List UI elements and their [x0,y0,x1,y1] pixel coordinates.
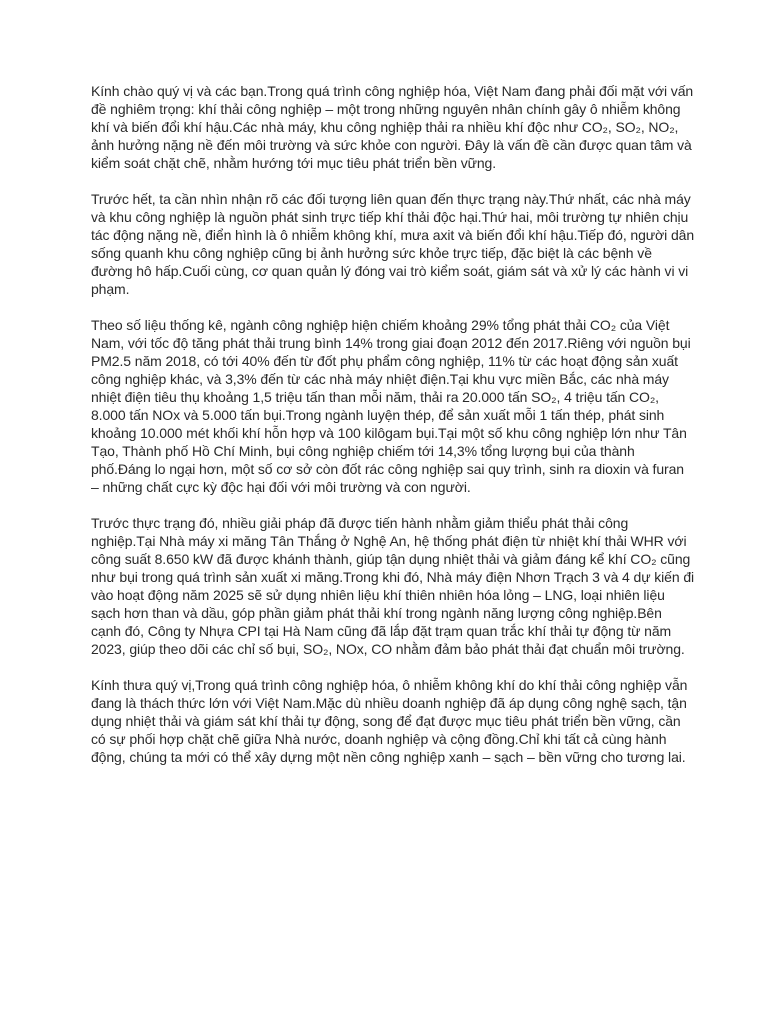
paragraph-introduction: Kính chào quý vị và các bạn.Trong quá trình công nghiệp hóa, Việt Nam đang phải đối mặt với vấn đề nghiêm trọng: khí thải công nghiệp – một trong những nguyên nhân chính gây ô nhiễm không khí và biến đổi khí hậu.Các nhà máy, khu công nghiệp thải ra nhiều khí độc như CO₂, SO₂, NO₂, ảnh hưởng nặng nề đến môi trường và sức khỏe con người. Đây là vấn đề cần được quan tâm và kiểm soát chặt chẽ, nhằm hướng tới mục tiêu phát triển bền vững. [91,83,694,171]
document-page [91,82,695,784]
paragraph-conclusion: Kính thưa quý vị,Trong quá trình công nghiệp hóa, ô nhiễm không khí do khí thải công nghiệp vẫn đang là thách thức lớn với Việt Nam.Mặc dù nhiều doanh nghiệp đã áp dụng công nghệ sạch, tận dụng nhiệt thải và giám sát khí thải tự động, song để đạt được mục tiêu phát triển bền vững, cần có sự phối hợp chặt chẽ giữa Nhà nước, doanh nghiệp và cộng đồng.Chỉ khi tất cả cùng hành động, chúng ta mới có thể xây dựng một nền công nghiệp xanh – sạch – bền vững cho tương lai. [91,677,688,765]
paragraph-statistics: Theo số liệu thống kê, ngành công nghiệp hiện chiếm khoảng 29% tổng phát thải CO₂ của Việt Nam, với tốc độ tăng phát thải trung bình 14% trong giai đoạn 2012 đến 2017.Riêng với nguồn bụi PM2.5 năm 2018, có tới 40% đến từ đốt phụ phẩm công nghiệp, 11% từ các hoạt động sản xuất công nghiệp khác, và 3,3% đến từ các nhà máy nhiệt điện.Tại khu vực miền Bắc, các nhà máy nhiệt điện tiêu thụ khoảng 1,5 triệu tấn than mỗi năm, thải ra 20.000 tấn SO₂, 4 triệu tấn CO₂, 8.000 tấn NOx và 5.000 tấn bụi.Trong ngành luyện thép, để sản xuất mỗi 1 tấn thép, phát sinh khoảng 10.000 mét khối khí hỗn hợp và 100 kilôgam bụi.Tại một số khu công nghiệp lớn như Tân Tạo, Thành phố Hồ Chí Minh, bụi công nghiệp chiếm tới 14,3% tổng lượng bụi của thành phố.Đáng lo ngại hơn, một số cơ sở còn đốt rác công nghiệp sai quy trình, sinh ra dioxin và furan – những chất cực kỳ độc hại đối với môi trường và con người. [91,317,691,495]
paragraph-solutions: Trước thực trạng đó, nhiều giải pháp đã được tiến hành nhằm giảm thiểu phát thải công nghiệp.Tại Nhà máy xi măng Tân Thắng ở Nghệ An, hệ thống phát điện từ nhiệt khí thải WHR với công suất 8.650 kW đã được khánh thành, giúp tận dụng nhiệt thải và giảm đáng kể khí CO₂ cũng như bụi trong quá trình sản xuất xi măng.Trong khi đó, Nhà máy điện Nhơn Trạch 3 và 4 dự kiến đi vào hoạt động năm 2025 sẽ sử dụng nhiên liệu khí thiên nhiên hóa lỏng – LNG, loại nhiên liệu sạch hơn than và dầu, góp phần giảm phát thải khí trong ngành năng lượng công nghiệp.Bên cạnh đó, Công ty Nhựa CPI tại Hà Nam cũng đã lắp đặt trạm quan trắc khí thải tự động từ năm 2023, giúp theo dõi các chỉ số bụi, SO₂, NOx, CO nhằm đảm bảo phát thải đạt chuẩn môi trường. [91,515,695,657]
paragraph-stakeholders: Trước hết, ta cần nhìn nhận rõ các đối tượng liên quan đến thực trạng này.Thứ nhất, các nhà máy và khu công nghiệp là nguồn phát sinh trực tiếp khí thải độc hại.Thứ hai, môi trường tự nhiên chịu tác động nặng nề, điển hình là ô nhiễm không khí, mưa axit và biến đổi khí hậu.Tiếp đó, người dân sống quanh khu công nghiệp cũng bị ảnh hưởng sức khỏe trực tiếp, đặc biệt là các bệnh về đường hô hấp.Cuối cùng, cơ quan quản lý đóng vai trò kiểm soát, giám sát và xử lý các hành vi vi phạm. [91,191,694,297]
